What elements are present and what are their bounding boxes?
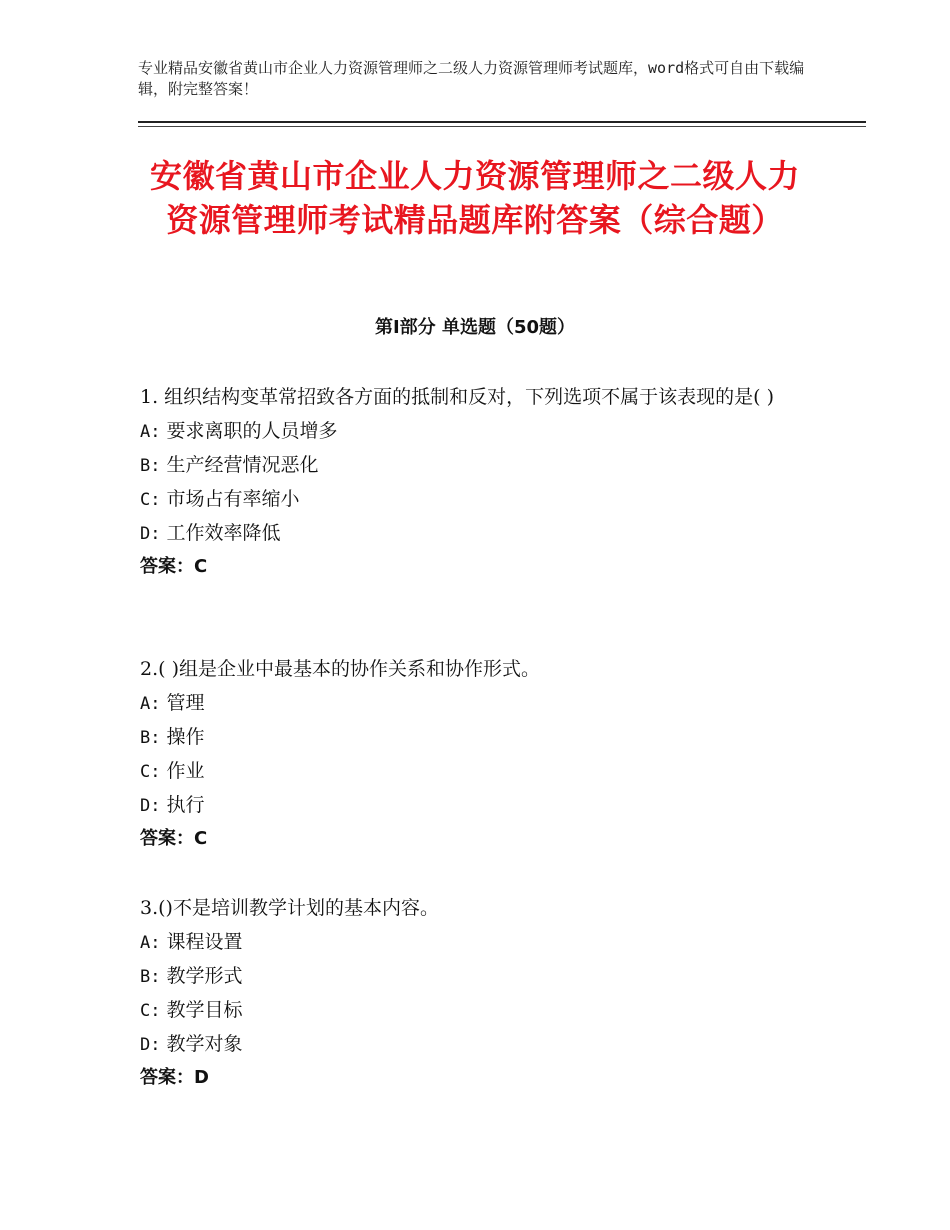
- option-text: 工作效率降低: [166, 522, 281, 544]
- option-text: 市场占有率缩小: [166, 488, 300, 510]
- option-text: 作业: [166, 760, 205, 782]
- option-text: 执行: [166, 794, 205, 816]
- option-letter: D:: [140, 1035, 161, 1055]
- question-stem: 2.( )组是企业中最基本的协作关系和协作形式。: [140, 658, 540, 680]
- option-letter: A:: [140, 694, 161, 714]
- option-c: [140, 754, 830, 788]
- answer-line: 答案：C: [140, 556, 208, 577]
- option-d: [140, 788, 830, 822]
- header-divider-thin: [138, 126, 866, 127]
- question-2: [140, 652, 830, 856]
- header-divider-thick: [138, 121, 866, 123]
- option-letter: A:: [140, 933, 161, 953]
- option-a: [140, 414, 830, 448]
- option-a: [140, 686, 830, 720]
- option-letter: B:: [140, 728, 161, 748]
- option-text: 课程设置: [166, 931, 243, 953]
- option-d: [140, 1027, 830, 1061]
- option-d: [140, 516, 830, 550]
- question-1: [140, 380, 830, 584]
- option-text: 生产经营情况恶化: [166, 454, 319, 476]
- question-stem: 1. 组织结构变革常招致各方面的抵制和反对，下列选项不属于该表现的是( ): [140, 386, 775, 408]
- question-3: [140, 891, 830, 1095]
- option-text: 教学对象: [166, 1033, 243, 1055]
- section-heading: 第Ⅰ部分 单选题（50题）: [374, 317, 575, 338]
- option-letter: D:: [140, 796, 161, 816]
- option-a: [140, 925, 830, 959]
- option-c: [140, 993, 830, 1027]
- option-letter: C:: [140, 762, 161, 782]
- option-b: [140, 720, 830, 754]
- answer-line: 答案：C: [140, 828, 208, 849]
- question-stem: 3.()不是培训教学计划的基本内容。: [140, 897, 439, 919]
- document-title: 安徽省黄山市企业人力资源管理师之二级人力资源管理师考试精品题库附答案（综合题）: [149, 157, 800, 239]
- option-letter: C:: [140, 490, 161, 510]
- option-letter: C:: [140, 1001, 161, 1021]
- option-text: 教学目标: [166, 999, 243, 1021]
- option-text: 要求离职的人员增多: [166, 420, 338, 442]
- option-letter: D:: [140, 524, 161, 544]
- header-note: 专业精品安徽省黄山市企业人力资源管理师之二级人力资源管理师考试题库，word格式可自由下载编辑，附完整答案！: [138, 59, 805, 98]
- option-b: [140, 959, 830, 993]
- option-text: 操作: [166, 726, 205, 748]
- answer-line: 答案：D: [140, 1067, 209, 1088]
- option-text: 管理: [166, 692, 205, 714]
- option-b: [140, 448, 830, 482]
- option-c: [140, 482, 830, 516]
- option-letter: A:: [140, 422, 161, 442]
- option-text: 教学形式: [166, 965, 243, 987]
- option-letter: B:: [140, 456, 161, 476]
- option-letter: B:: [140, 967, 161, 987]
